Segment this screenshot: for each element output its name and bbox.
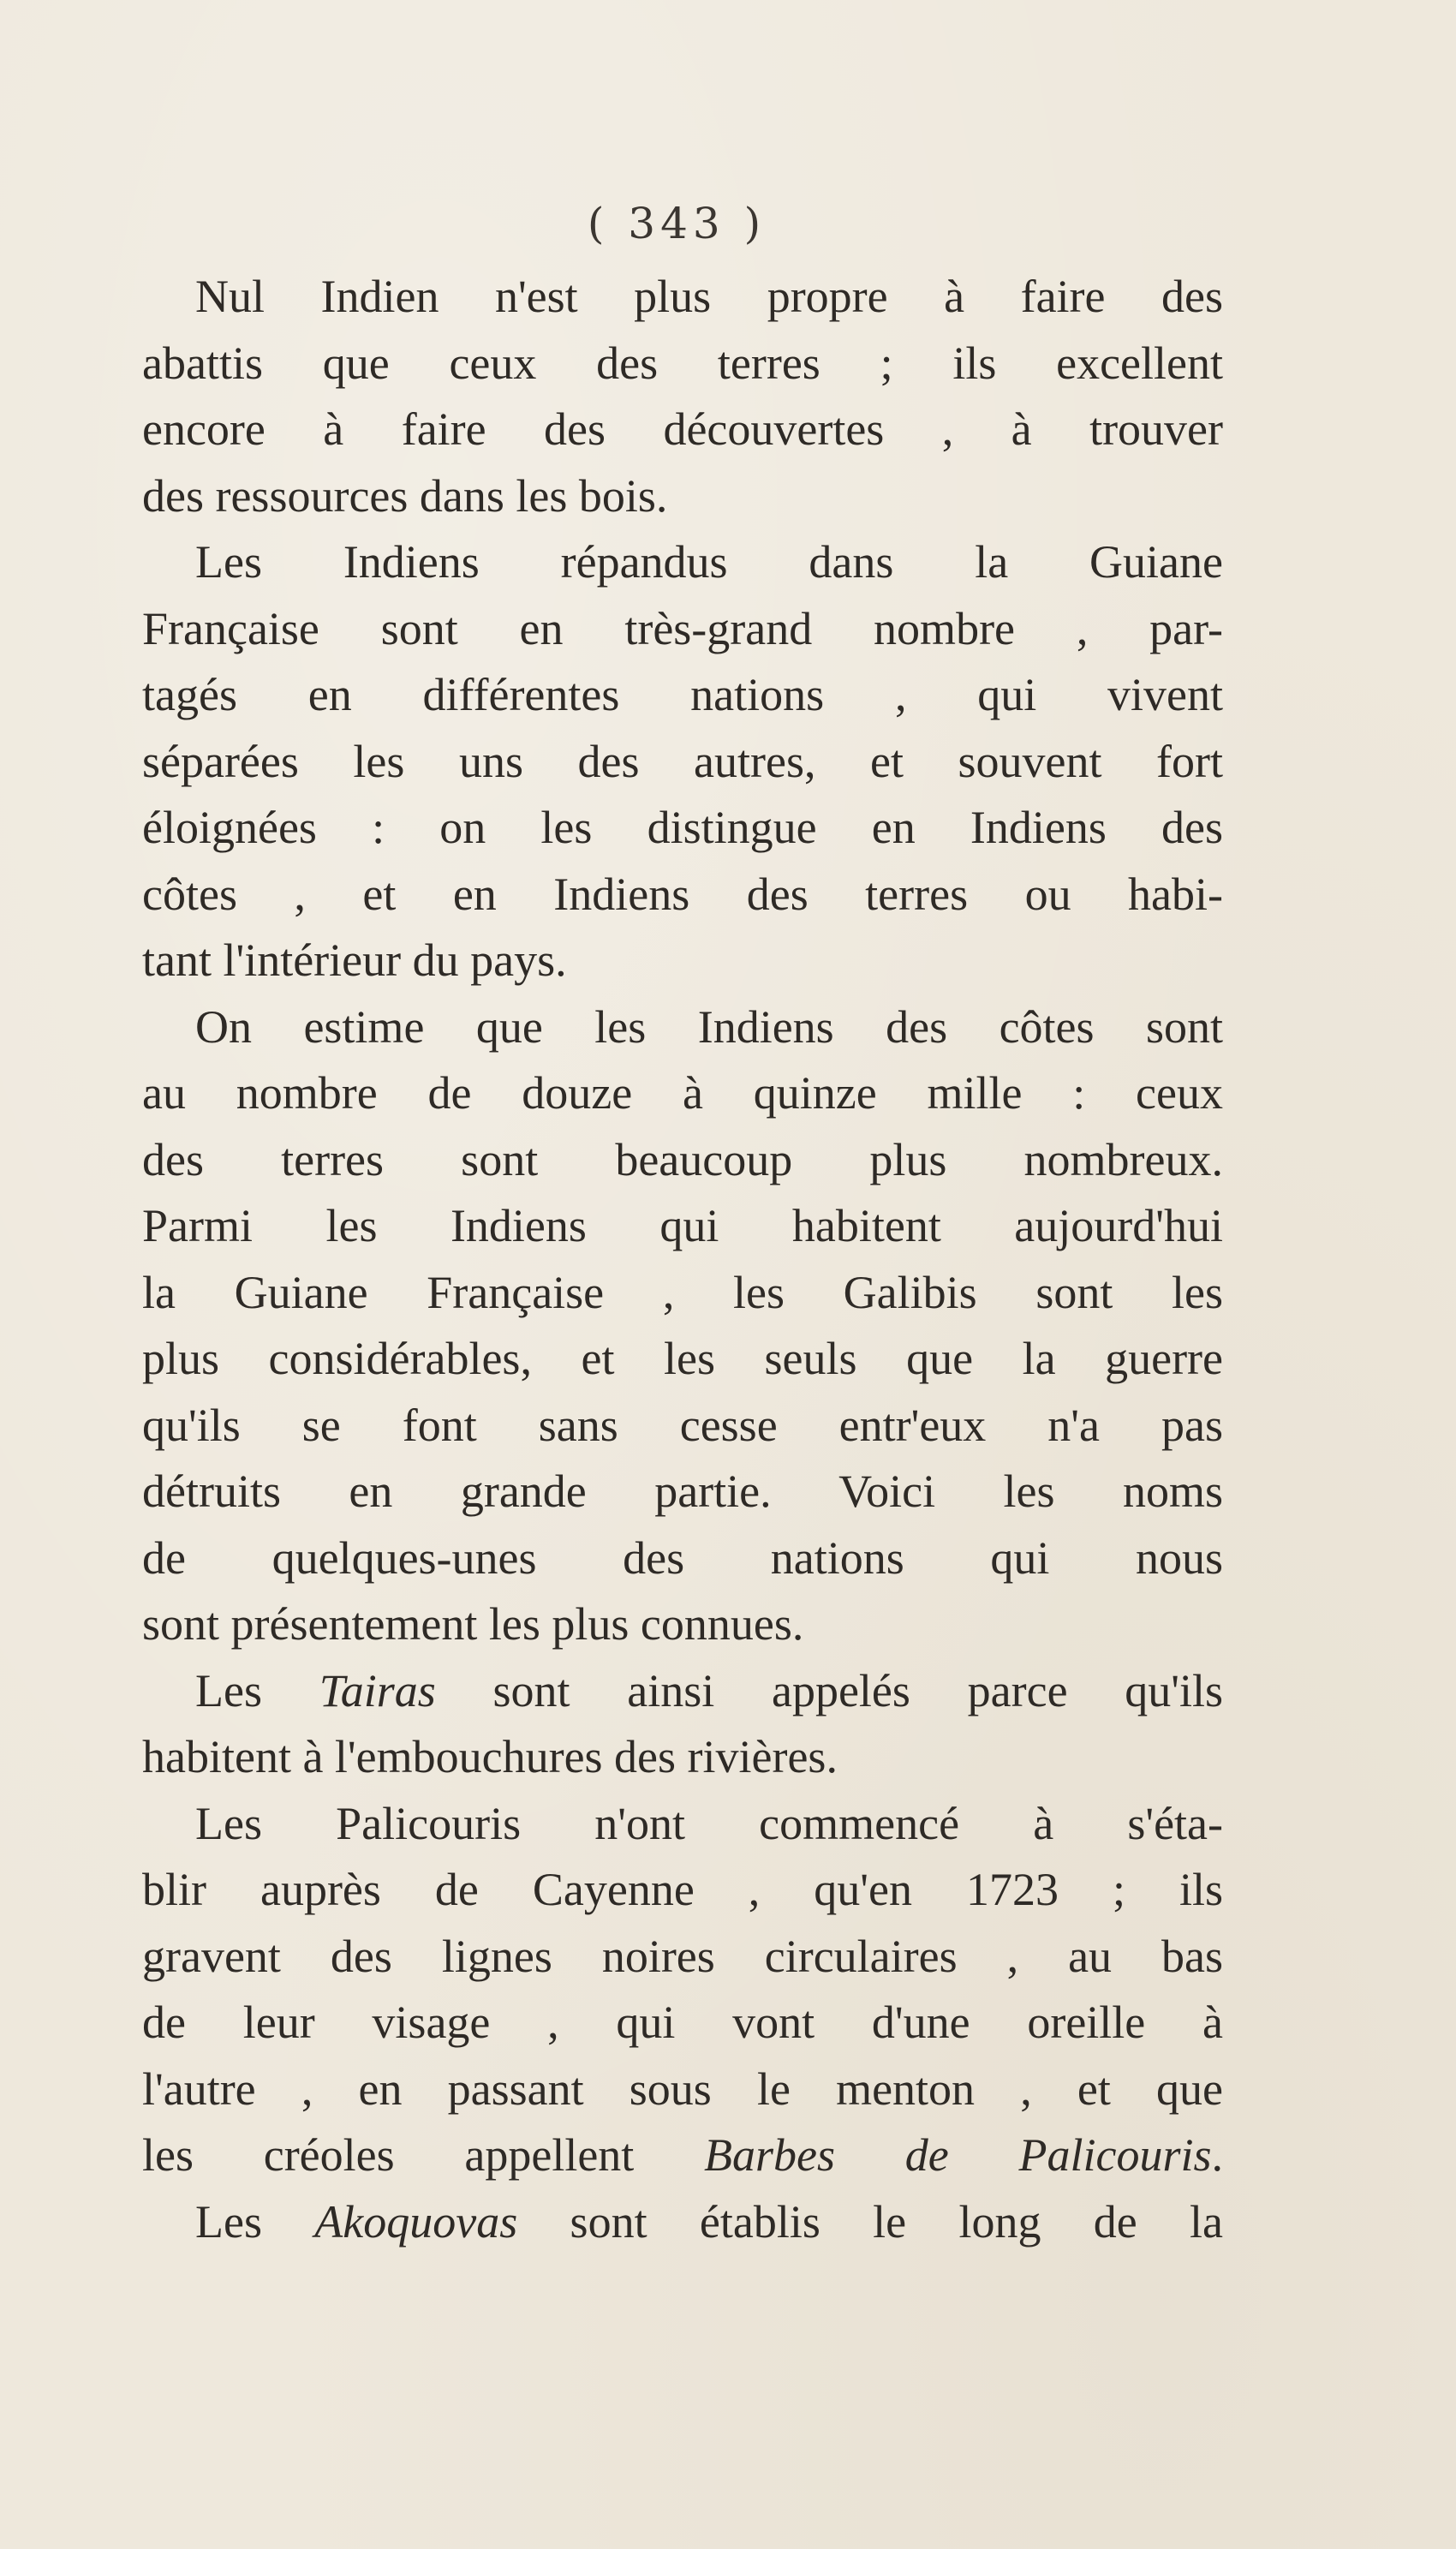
text-line: côtes , et en Indiens des terres ou habi-: [142, 868, 1223, 920]
text-line: abattis que ceux des terres ; ils excellent: [142, 337, 1223, 389]
text-line: plus considérables, et les seuls que la guerre: [142, 1333, 1223, 1384]
text-line: [142, 2122, 1223, 2189]
text-segment: Les: [195, 1664, 319, 1716]
text-line: de quelques-unes des nations qui nous: [142, 1531, 1223, 1584]
text-line: Française sont en très-grand nombre , par-: [142, 602, 1223, 654]
text-line: Parmi les Indiens qui habitent aujourd'hui: [142, 1200, 1223, 1251]
text-line: séparées les uns des autres, et souvent fort: [142, 735, 1223, 787]
text-segment: sont ainsi appelés parce qu'ils: [435, 1664, 1223, 1716]
text-line: tant l'intérieur du pays.: [142, 934, 567, 986]
text-segment: Les: [195, 2195, 315, 2248]
italic-name: Akoquovas: [314, 2195, 518, 2248]
italic-name: Tairas: [319, 1664, 436, 1716]
text-line: détruits en grande partie. Voici les noms: [142, 1466, 1223, 1517]
text-line: éloignées : on les distingue en Indiens des: [142, 802, 1223, 853]
text-line: [142, 2189, 1223, 2256]
page-number: ( 343 ): [587, 199, 767, 248]
text-segment: .: [1211, 2129, 1223, 2181]
text-line: de leur visage , qui vont d'une oreille à: [142, 1997, 1223, 2048]
text-line: gravent des lignes noires circulaires , au bas: [142, 1930, 1223, 1982]
text-line: des terres sont beaucoup plus nombreux.: [142, 1133, 1223, 1185]
text-line: l'autre , en passant sous le menton , et que: [142, 2062, 1223, 2115]
text-line: On estime que les Indiens des côtes sont: [195, 1000, 1223, 1053]
text-line: qu'ils se font sans cesse entr'eux n'a pas: [142, 1399, 1223, 1451]
text-segment: sont établis le long de la: [517, 2195, 1223, 2248]
text-line: la Guiane Française , les Galibis sont les: [142, 1266, 1223, 1318]
text-line: blir auprès de Cayenne , qu'en 1723 ; ils: [142, 1864, 1223, 1915]
text-line: Les Indiens répandus dans la Guiane: [195, 536, 1223, 588]
text-line: encore à faire des découvertes , à trouver: [142, 403, 1223, 455]
text-line: [142, 1658, 1223, 1725]
text-line: Les Palicouris n'ont commencé à s'éta-: [195, 1797, 1223, 1849]
text-line: Nul Indien n'est plus propre à faire des: [195, 271, 1223, 322]
text-line: tagés en différentes nations , qui vivent: [142, 669, 1223, 720]
text-segment: les créoles appellent: [142, 2129, 705, 2181]
body-text: [142, 264, 1223, 2255]
italic-name: Barbes de Palicouris: [704, 2129, 1212, 2181]
text-line: des ressources dans les bois.: [142, 469, 668, 522]
text-line: sont présentement les plus connues.: [142, 1598, 804, 1650]
text-line: au nombre de douze à quinze mille : ceux: [142, 1067, 1223, 1119]
text-line: habitent à l'embouchures des rivières.: [142, 1731, 838, 1782]
